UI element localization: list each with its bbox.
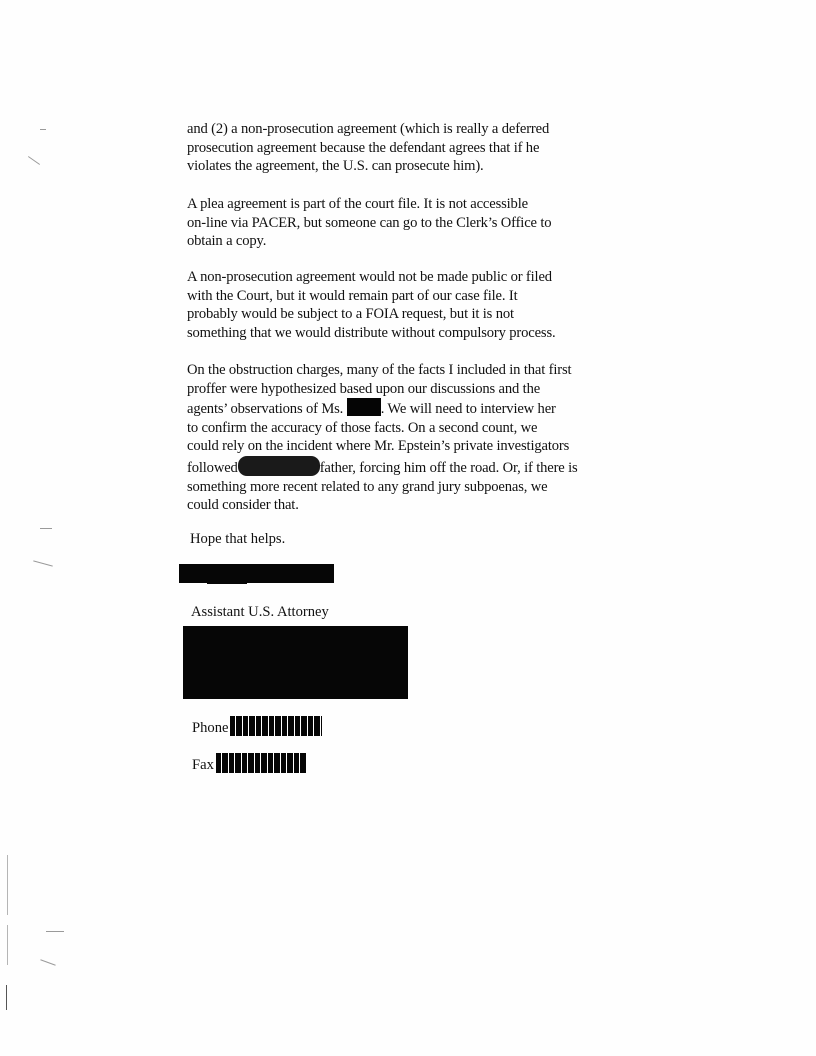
signature-name-redaction-tail (207, 580, 247, 584)
phone-label: Phone (192, 720, 229, 736)
text-line: something more recent related to any grand jury subpoenas, we (187, 478, 548, 495)
redaction-blob (238, 456, 320, 476)
text-line: obtain a copy. (187, 233, 267, 250)
paragraph-obstruction (187, 361, 637, 515)
address-block-redaction (183, 626, 408, 699)
paragraph-agreements (187, 120, 637, 176)
scan-speck (40, 129, 46, 130)
text-line: could consider that. (187, 497, 299, 514)
scan-edge-mark (7, 925, 8, 965)
scan-edge-mark (6, 985, 7, 1010)
signature-name-redaction (179, 564, 334, 583)
text-line: A non-prosecution agreement would not be made public or filed (187, 269, 552, 285)
paragraph-plea-agreement (187, 195, 637, 251)
text-line: On the obstruction charges, many of the facts I included in that first (187, 362, 572, 378)
text-line: prosecution agreement because the defendant agrees that if he (187, 139, 540, 156)
text-line: to confirm the accuracy of those facts. On a second count, we (187, 419, 538, 436)
text-fragment: followed (187, 459, 238, 476)
text-fragment: agents’ observations of Ms. (187, 401, 347, 418)
scan-speck (28, 156, 40, 165)
scan-speck (40, 959, 55, 965)
fax-row (192, 753, 307, 774)
scan-speck (40, 528, 52, 529)
text-line: on-line via PACER, but someone can go to the Clerk’s Office to (187, 214, 552, 231)
scan-speck (46, 931, 64, 932)
fax-number-redaction (216, 753, 307, 773)
text-line: violates the agreement, the U.S. can prosecute him). (187, 158, 484, 175)
scan-edge-mark (7, 855, 8, 915)
paragraph-non-prosecution (187, 268, 637, 342)
fax-label: Fax (192, 757, 214, 773)
redaction-box (347, 398, 381, 416)
phone-number-redaction (230, 716, 322, 736)
text-fragment: . We will need to interview her (380, 401, 556, 418)
text-line (187, 456, 637, 478)
text-line: with the Court, but it would remain part of our case file. It (187, 287, 518, 304)
text-line: and (2) a non-prosecution agreement (which is really a deferred (187, 121, 550, 137)
text-line: could rely on the incident where Mr. Epstein’s private investigators (187, 438, 570, 455)
text-line (187, 398, 637, 419)
closing-line: Hope that helps. (190, 531, 286, 547)
phone-row (192, 716, 322, 737)
text-line: proffer were hypothesized based upon our discussions and the (187, 380, 541, 397)
text-line: A plea agreement is part of the court file. It is not accessible (187, 196, 528, 212)
text-line: something that we would distribute without compulsory process. (187, 324, 556, 341)
scan-speck (33, 560, 53, 566)
signature-title: Assistant U.S. Attorney (191, 604, 329, 620)
text-line: probably would be subject to a FOIA request, but it is not (187, 306, 514, 323)
text-fragment: father, forcing him off the road. Or, if there is (319, 459, 578, 476)
